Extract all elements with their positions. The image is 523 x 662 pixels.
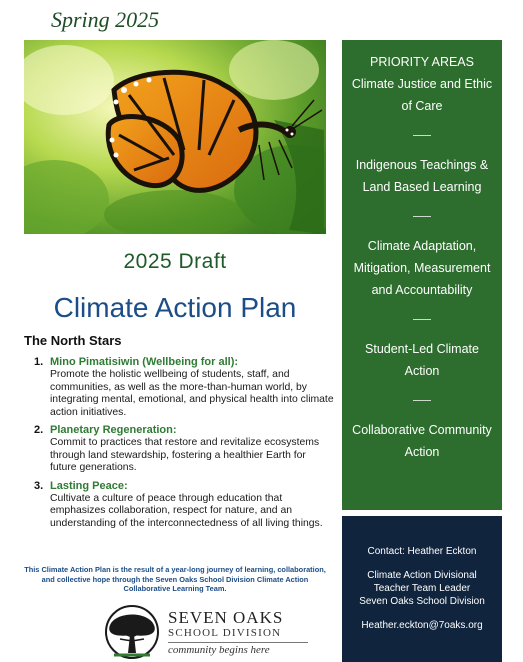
divider bbox=[413, 400, 431, 401]
priority-areas-heading: PRIORITY AREAS bbox=[370, 55, 474, 69]
logo-name: SEVEN OAKS bbox=[168, 608, 284, 627]
north-star-description: Promote the holistic wellbeing of students, staff, and communities, as well as the more-than-human world, by integrating mental, emotional, and physical health into climate action initiatives. bbox=[50, 369, 334, 418]
contact-role: Teacher Team Leader bbox=[373, 583, 471, 594]
contact-name: Contact: Heather Eckton bbox=[367, 546, 477, 557]
north-star-title: Lasting Peace: bbox=[50, 479, 128, 492]
logo-subtitle: SCHOOL DIVISION bbox=[168, 627, 308, 643]
north-star-item bbox=[34, 424, 334, 475]
document-title: Climate Action Plan bbox=[53, 292, 297, 323]
divider bbox=[413, 135, 431, 136]
seven-oaks-logo bbox=[104, 605, 304, 660]
north-star-description: Cultivate a culture of peace through education that emphasizes collaboration, respect for nature, and an understanding of the interconnectedness of all living things. bbox=[50, 492, 323, 529]
contact-panel bbox=[342, 516, 502, 662]
monarch-butterfly-photo bbox=[24, 40, 326, 234]
priority-area-item: Student-Led Climate Action bbox=[365, 342, 479, 378]
priority-area-item: Climate Justice and Ethic of Care bbox=[351, 77, 493, 113]
divider bbox=[413, 319, 431, 320]
north-star-item bbox=[34, 356, 334, 419]
oak-tree-icon bbox=[104, 605, 160, 660]
priority-area-item: Climate Adaptation, Mitigation, Measurement and Accountability bbox=[353, 239, 491, 297]
contact-role: Climate Action Divisional bbox=[367, 570, 477, 581]
logo-tagline: community begins here bbox=[168, 644, 270, 656]
list-number: 2. bbox=[34, 424, 44, 436]
priority-area-item: Collaborative Community Action bbox=[352, 423, 492, 459]
north-star-title: Planetary Regeneration: bbox=[50, 424, 177, 436]
priority-areas-panel bbox=[342, 40, 502, 510]
season-label: Spring 2025 bbox=[51, 7, 160, 32]
draft-label: 2025 Draft bbox=[123, 250, 227, 273]
divider bbox=[413, 216, 431, 217]
north-star-title: Mino Pimatisiwin (Wellbeing for all): bbox=[50, 356, 239, 368]
contact-organization: Seven Oaks School Division bbox=[359, 596, 485, 607]
contact-email[interactable]: Heather.eckton@7oaks.org bbox=[361, 620, 483, 631]
list-number: 3. bbox=[34, 479, 44, 492]
north-stars-heading: The North Stars bbox=[24, 333, 122, 348]
plan-note: This Climate Action Plan is the result of a year-long journey of learning, collaboration, and collective hope through the Seven Oaks School Division Climate Action Collaborative Learning Team. bbox=[24, 565, 326, 593]
north-stars-list bbox=[34, 356, 334, 535]
north-star-description: Commit to practices that restore and revitalize ecosystems through land stewardship, fostering a healthier Earth for future generations. bbox=[50, 437, 320, 473]
priority-area-item: Indigenous Teachings & Land Based Learning bbox=[355, 158, 489, 194]
north-star-item bbox=[34, 480, 334, 531]
list-number: 1. bbox=[34, 356, 44, 368]
